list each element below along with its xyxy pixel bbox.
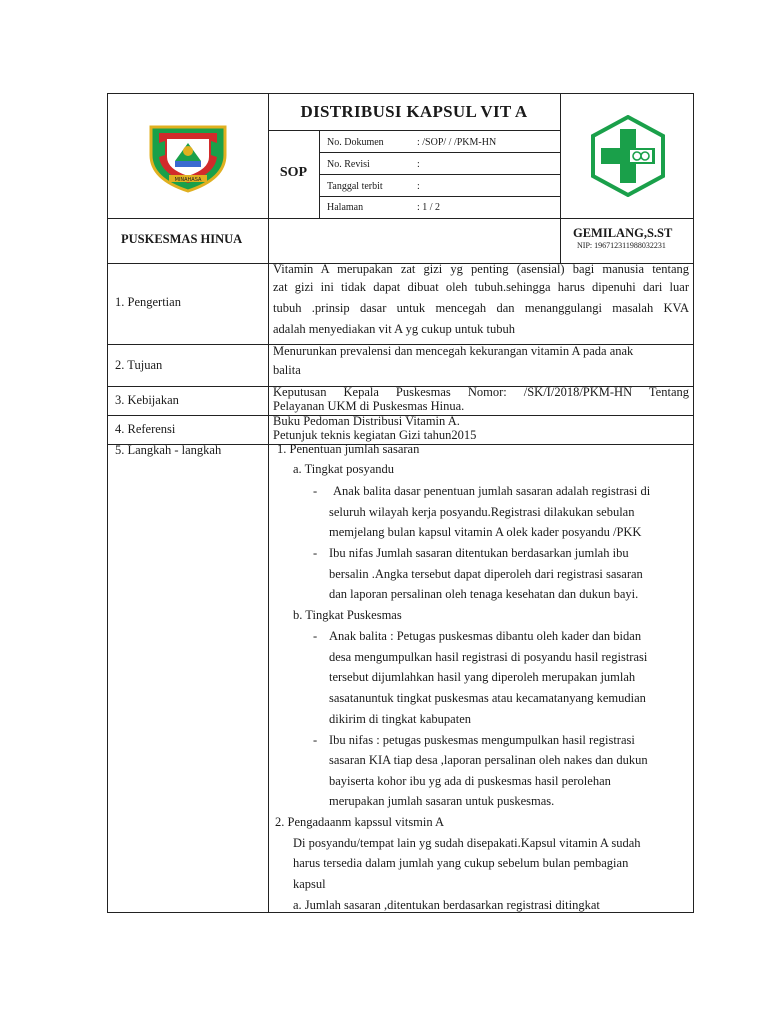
field-label-halaman: Halaman — [327, 202, 364, 213]
langkah-line: Di posyandu/tempat lain yg sudah disepakati.Kapsul vitamin A sudah — [293, 836, 641, 850]
border-top — [107, 93, 694, 94]
sop-label: SOP — [279, 165, 308, 180]
pengertian-line: Vitamin A merupakan zat gizi yg penting (asensial) bagi manusia tentang — [273, 262, 689, 276]
kebijakan-line: Keputusan Kepala Puskesmas Nomor: /SK/I/2018/PKM-HN Tentang — [273, 385, 689, 399]
referensi-line: Petunjuk teknis kegiatan Gizi tahun2015 — [273, 428, 477, 442]
title-underline — [268, 130, 560, 131]
signer-nip: NIP: 196712311988032231 — [577, 241, 666, 250]
langkah-line: dikirim di tingkat kabupaten — [329, 712, 471, 726]
pengertian-line: tubuh .prinsip dasar untuk mencegah dan menanggulangi masalah KVA — [273, 301, 689, 315]
field-value-revisi: : — [417, 159, 420, 170]
label-referensi: 4. Referensi — [115, 422, 176, 436]
regional-crest-icon — [145, 121, 231, 198]
langkah-bullet: - — [313, 629, 318, 643]
langkah-line: bayiserta kohor ibu yg ada di puskesmas hasil perolehan — [329, 774, 611, 788]
langkah-line: sasatanuntuk tingkat puskesmas atau kecamatanyang kemudian — [329, 691, 646, 705]
field-value-halaman: : 1 / 2 — [417, 202, 441, 213]
langkah-line: seluruh wilayah kerja posyandu.Registrasi dilakukan sebulan — [329, 505, 635, 519]
field-label-revisi: No. Revisi — [327, 159, 370, 170]
langkah-line: desa mengumpulkan hasil registrasi di posyandu hasil registrasi — [329, 650, 648, 664]
langkah-bullet: - — [313, 484, 318, 498]
langkah-line: a. Tingkat posyandu — [293, 462, 395, 476]
field-value-dokumen: : /SOP/ / /PKM-HN — [417, 137, 497, 148]
field-line-2 — [319, 174, 560, 175]
sop-document — [107, 93, 694, 913]
field-line-3 — [319, 196, 560, 197]
document-title: DISTRIBUSI KAPSUL VIT A — [300, 102, 528, 121]
referensi-line: Buku Pedoman Distribusi Vitamin A. — [273, 414, 460, 428]
header-line — [107, 218, 694, 219]
langkah-line: tersebut dijumlahkan hasil yang diperoleh merupakan jumlah — [329, 670, 636, 684]
langkah-line: sasaran KIA tiap desa ,laporan persalinan oleh nakes dan dukun — [329, 753, 648, 767]
label-kebijakan: 3. Kebijakan — [115, 393, 179, 407]
langkah-line: 1. Penentuan jumlah sasaran — [277, 442, 420, 456]
langkah-line: memjelang bulan kapsul vitamin A olek kader posyandu /PKK — [329, 525, 642, 539]
kebijakan-line: Pelayanan UKM di Puskesmas Hinua. — [273, 399, 465, 413]
border-left — [107, 93, 108, 913]
langkah-bullet: - — [313, 546, 318, 560]
langkah-line: Anak balita dasar penentuan jumlah sasaran adalah registrasi di — [333, 484, 651, 498]
langkah-line: Ibu nifas Jumlah sasaran ditentukan berdasarkan jumlah ibu — [329, 546, 629, 560]
pengertian-line: adalah menyediakan vit A yg cukup untuk tubuh — [273, 322, 515, 336]
puskesmas-cross-icon — [591, 115, 665, 202]
crest-banner-text: MINAHASA — [174, 177, 202, 183]
column-divider — [268, 93, 269, 913]
puskesmas-name: PUSKESMAS HINUA — [121, 232, 243, 246]
langkah-line: b. Tingkat Puskesmas — [293, 608, 402, 622]
border-right — [693, 93, 694, 913]
field-value-tanggal: : — [417, 181, 420, 192]
field-line-1 — [319, 152, 560, 153]
langkah-line: 2. Pengadaanm kapssul vitsmin A — [275, 815, 445, 829]
langkah-line: harus tersedia dalam jumlah yang cukup sebelum bulan pembagian — [293, 856, 629, 870]
tujuan-line: balita — [273, 363, 301, 377]
field-label-dokumen: No. Dokumen — [327, 137, 384, 148]
langkah-line: Anak balita : Petugas puskesmas dibantu oleh kader dan bidan — [329, 629, 642, 643]
langkah-line: bersalin .Angka tersebut dapat diperoleh dari registrasi sasaran — [329, 567, 643, 581]
langkah-line: Ibu nifas : petugas puskesmas mengumpulkan hasil registrasi — [329, 733, 635, 747]
signer-name: GEMILANG,S.ST — [573, 226, 673, 240]
langkah-bullet: - — [313, 733, 318, 747]
langkah-line: a. Jumlah sasaran ,ditentukan berdasarkan registrasi ditingkat — [293, 898, 600, 912]
label-pengertian: 1. Pengertian — [115, 295, 181, 309]
label-langkah: 5. Langkah - langkah — [115, 443, 222, 457]
label-tujuan: 2. Tujuan — [115, 358, 163, 372]
langkah-line: merupakan jumlah sasaran untuk puskesmas. — [329, 794, 555, 808]
langkah-line: kapsul — [293, 877, 326, 891]
tujuan-line: Menurunkan prevalensi dan mencegah kekurangan vitamin A pada anak — [273, 344, 634, 358]
pengertian-line: zat gizi ini tidak dapat dibuat oleh tubuh.sehingga harus dipenuhi dari luar — [273, 280, 689, 294]
field-label-tanggal: Tanggal terbit — [327, 181, 383, 192]
header-right-divider — [560, 93, 561, 263]
langkah-line: dan laporan persalinan oleh tenaga kesehatan dan dukun bayi. — [329, 587, 639, 601]
